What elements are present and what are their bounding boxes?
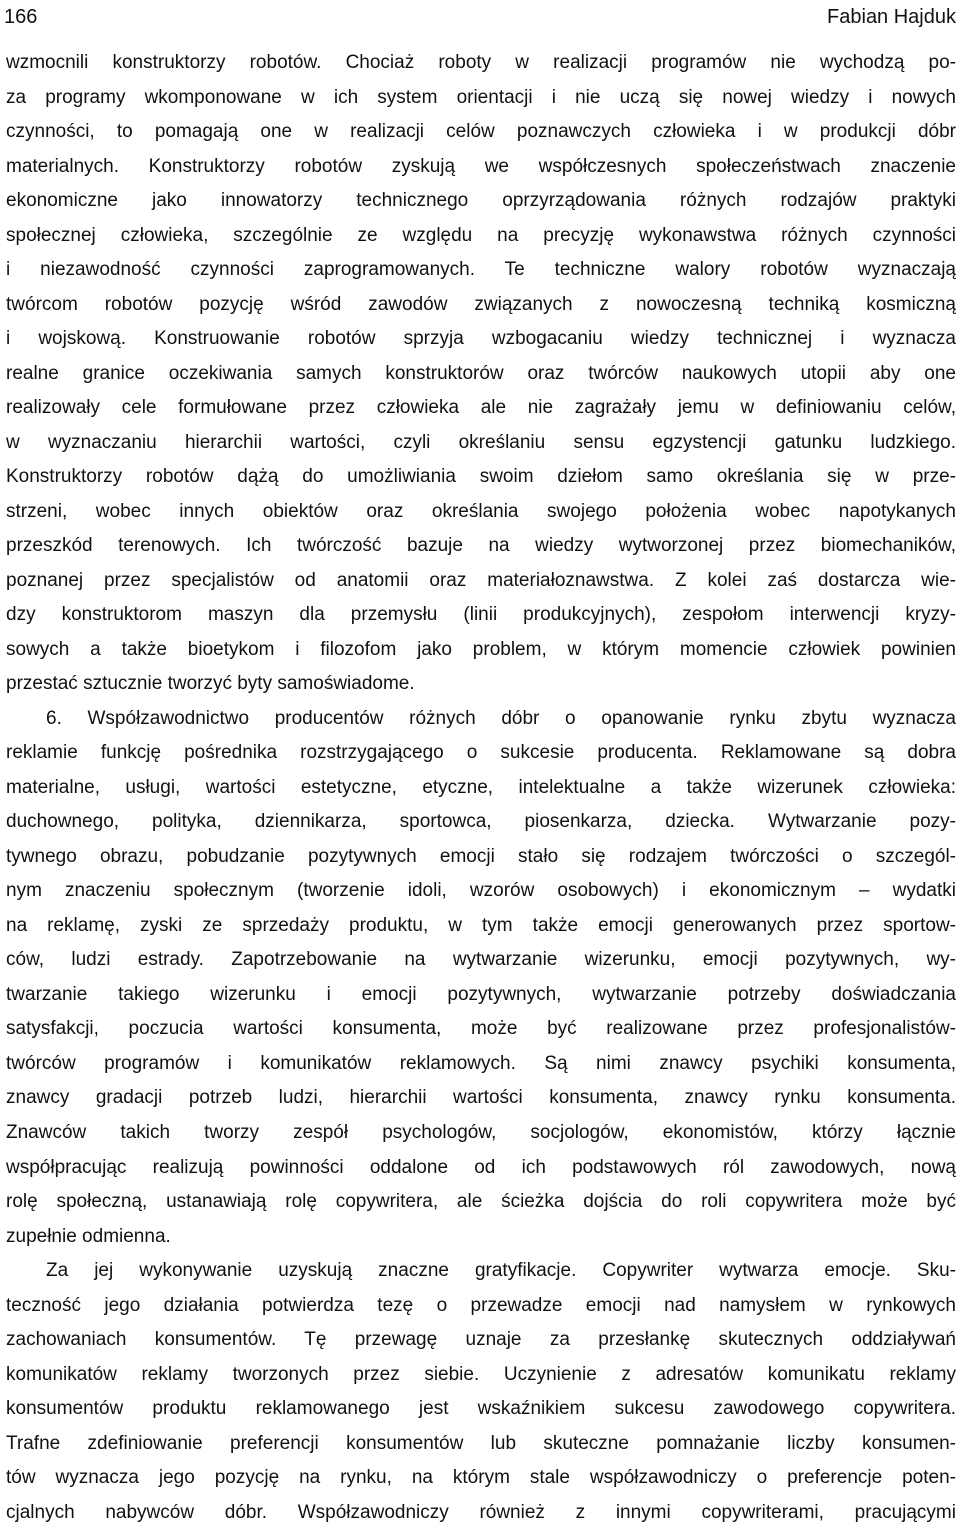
text-line: twórcom robotów pozycję wśród zawodów związanych z nowoczesną techniką kosmiczną bbox=[6, 293, 956, 315]
text-line: społecznej człowieka, szczególnie ze względu na precyzję wykonawstwa różnych czynności bbox=[6, 224, 956, 246]
text-line: w wyznaczaniu hierarchii wartości, czyli określaniu sensu egzystencji gatunku ludzkiego. bbox=[6, 431, 956, 453]
text-line: ców, ludzi estrady. Zapotrzebowanie na wytwarzanie wizerunku, emocji pozytywnych, wy- bbox=[6, 949, 956, 971]
text-line: strzeni, wobec innych obiektów oraz określania swojego położenia wobec napotykanych bbox=[6, 500, 956, 522]
text-line: Za jej wykonywanie uzyskują znaczne gratyfikacje. Copywriter wytwarza emocje. Sku- bbox=[46, 1260, 956, 1282]
text-line: zachowaniach konsumentów. Tę przewagę uznaje za przesłankę skutecznych oddziaływań bbox=[6, 1329, 956, 1351]
text-line: teczność jego działania potwierdza tezę o przewadze emocji nad namysłem w rynkowych bbox=[6, 1294, 956, 1316]
running-header-author: Fabian Hajduk bbox=[827, 6, 956, 28]
text-line: 6. Współzawodnictwo producentów różnych dóbr o opanowanie rynku zbytu wyznacza bbox=[46, 707, 956, 729]
text-line: twórców programów i komunikatów reklamowych. Są nimi znawcy psychiki konsumenta, bbox=[6, 1052, 956, 1074]
text-line: komunikatów reklamy tworzonych przez siebie. Uczynienie z adresatów komunikatu reklamy bbox=[6, 1363, 956, 1385]
text-line: przeszkód terenowych. Ich twórczość bazuje na wiedzy wytworzonej przez biomechaników, bbox=[6, 535, 956, 557]
text-line: realizowały cele formułowane przez człowieka ale nie zagrażały jemu w definiowaniu celów, bbox=[6, 397, 956, 419]
text-line: zupełnie odmienna. bbox=[6, 1225, 171, 1247]
text-line: twarzanie takiego wizerunku i emocji pozytywnych, wytwarzanie potrzeby doświadczania bbox=[6, 983, 956, 1005]
text-line: dzy konstruktorom maszyn dla przemysłu (linii produkcyjnych), zespołom interwencji kryzy- bbox=[6, 604, 956, 626]
text-line: ekonomiczne jako innowatorzy technicznego oprzyrządowania różnych rodzajów praktyki bbox=[6, 190, 956, 212]
text-line: tywnego obrazu, pobudzanie pozytywnych emocji stało się rodzajem twórczości o szczegól- bbox=[6, 845, 956, 867]
text-line: duchownego, polityka, dziennikarza, sportowca, piosenkarza, dziecka. Wytwarzanie pozy- bbox=[6, 811, 956, 833]
text-line: i wojskową. Konstruowanie robotów sprzyja wzbogacaniu wiedzy technicznej i wyznacza bbox=[6, 328, 956, 350]
text-line: za programy wkomponowane w ich system orientacji i nie uczą się nowej wiedzy i nowych bbox=[6, 86, 956, 108]
text-line: wzmocnili konstruktorzy robotów. Chociaż roboty w realizacji programów nie wychodzą po- bbox=[6, 52, 956, 73]
running-header bbox=[4, 2, 956, 32]
text-line: cjalnych nabywców dóbr. Współzawodniczy również z innymi copywriterami, pracującymi bbox=[6, 1501, 956, 1523]
text-line: przestać sztucznie tworzyć byty samoświadome. bbox=[6, 673, 415, 695]
text-line: nym znaczeniu społecznym (tworzenie idoli, wzorów osobowych) i ekonomicznym – wydatki bbox=[6, 880, 956, 902]
text-line: czynności, to pomagają one w realizacji celów poznawczych człowieka i w produkcji dóbr bbox=[6, 121, 956, 143]
text-line: i niezawodność czynności zaprogramowanych. Te techniczne walory robotów wyznaczają bbox=[6, 259, 956, 281]
text-line: satysfakcji, poczucia wartości konsumenta, może być realizowane przez profesjonalistów- bbox=[6, 1018, 956, 1040]
text-line: Znawców takich tworzy zespół psychologów, socjologów, ekonomistów, którzy łącznie bbox=[6, 1121, 956, 1143]
page-number: 166 bbox=[4, 6, 38, 28]
text-line: tów wyznacza jego pozycję na rynku, na którym stale współzawodniczy o preferencje poten- bbox=[6, 1467, 956, 1489]
text-line: materialne, usługi, wartości estetyczne, etyczne, intelektualne a także wizerunek człowieka: bbox=[6, 776, 956, 798]
text-line: na reklamę, zyski ze sprzedaży produktu, w tym także emocji generowanych przez sportow- bbox=[6, 914, 956, 936]
text-line: materialnych. Konstruktorzy robotów zyskują we współczesnych społeczeństwach znaczenie bbox=[6, 155, 956, 177]
text-line: sowych a także bioetykom i filozofom jako problem, w którym momencie człowiek powinien bbox=[6, 638, 956, 660]
body-text bbox=[6, 46, 956, 1530]
text-line: współpracując realizują powinności oddalone od ich podstawowych ról zawodowych, nową bbox=[6, 1156, 956, 1178]
text-line: reklamie funkcję pośrednika rozstrzygającego o sukcesie producenta. Reklamowane są dobra bbox=[6, 742, 956, 764]
text-line: poznanej przez specjalistów od anatomii oraz materiałoznawstwa. Z kolei zaś dostarcza wie- bbox=[6, 569, 956, 591]
text-line: Trafne zdefiniowanie preferencji konsumentów lub skuteczne pomnażanie liczby konsumen- bbox=[6, 1432, 956, 1454]
text-line: rolę społeczną, ustanawiają rolę copywritera, ale ścieżka dojścia do roli copywritera może być bbox=[6, 1191, 956, 1213]
text-line: realne granice oczekiwania samych konstruktorów oraz twórców naukowych utopii aby one bbox=[6, 362, 956, 384]
text-line: Konstruktorzy robotów dążą do umożliwiania swoim dziełom samo określania się w prze- bbox=[6, 466, 956, 488]
text-line: konsumentów produktu reklamowanego jest wskaźnikiem sukcesu zawodowego copywritera. bbox=[6, 1398, 956, 1420]
text-line: znawcy gradacji potrzeb ludzi, hierarchii wartości konsumenta, znawcy rynku konsumenta. bbox=[6, 1087, 956, 1109]
